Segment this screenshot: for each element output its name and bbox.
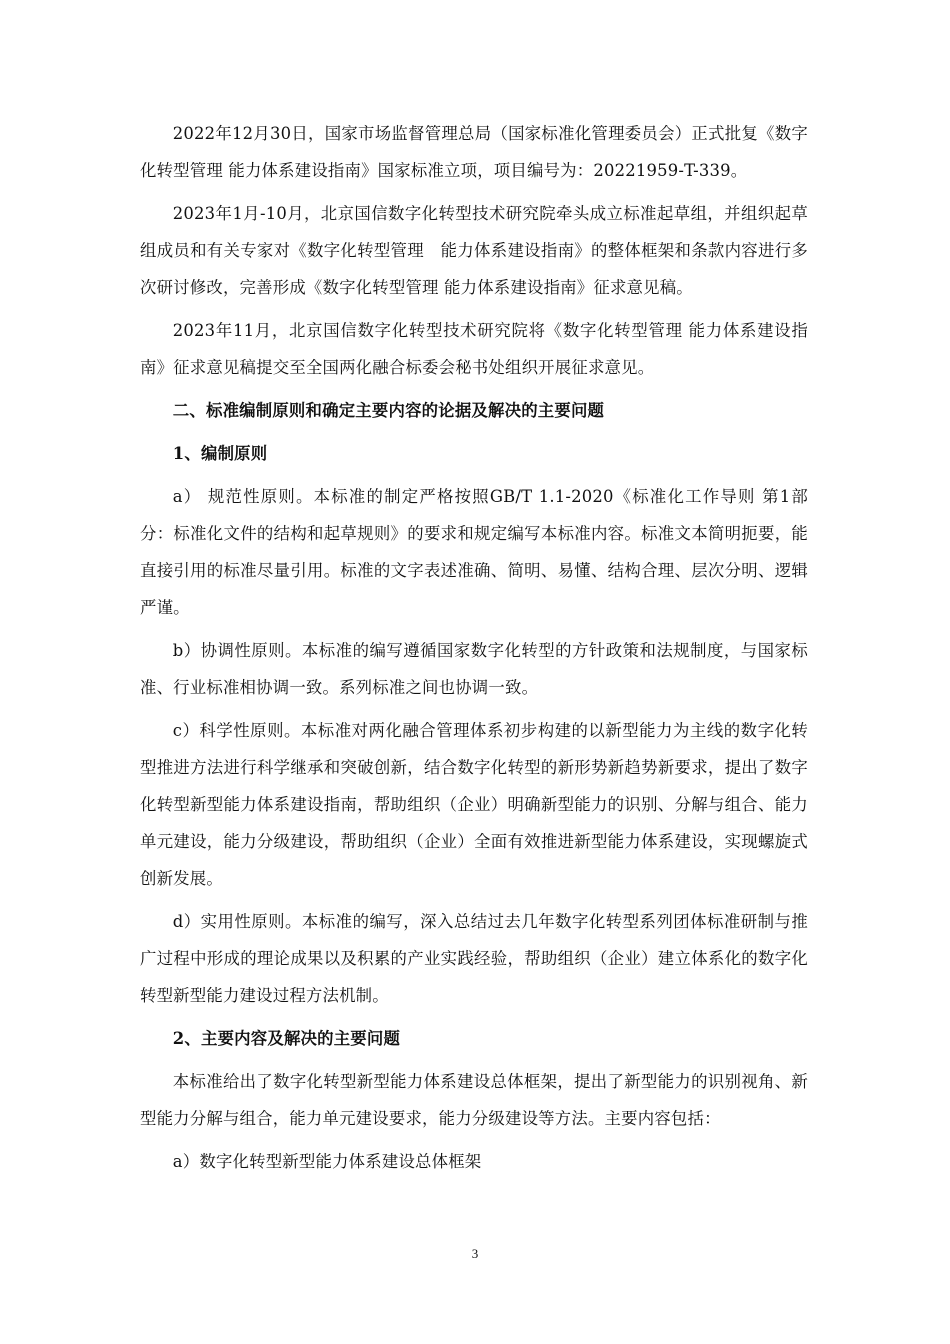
document-body [140, 115, 808, 1186]
paragraph-practical-principle: d）实用性原则。本标准的编写，深入总结过去几年数字化转型系列团体标准研制与推广过程中形成的理论成果以及积累的产业实践经验，帮助组织（企业）建立体系化的数字化转型新型能力建设过程方法机制。 [140, 912, 808, 1005]
page-number: 3 [471, 1246, 479, 1261]
paragraph-normative-principle: a） 规范性原则。本标准的制定严格按照GB/T 1.1-2020《标准化工作导则 第1部分：标准化文件的结构和起草规则》的要求和规定编写本标准内容。标准文本简明扼要，能直接引用的标准尽量引用。标准的文字表述准确、简明、易懂、结构合理、层次分明、逻辑严谨。 [140, 487, 808, 617]
paragraph-comment-submission: 2023年11月，北京国信数字化转型技术研究院将《数字化转型管理 能力体系建设指南》征求意见稿提交至全国两化融合标委会秘书处组织开展征求意见。 [140, 321, 808, 377]
subheading-main-content: 2、主要内容及解决的主要问题 [172, 1029, 401, 1048]
subheading-drafting-principles: 1、编制原则 [172, 444, 268, 463]
section-heading-principles-and-content: 二、标准编制原则和确定主要内容的论据及解决的主要问题 [172, 401, 605, 420]
paragraph-drafting-group: 2023年1月-10月，北京国信数字化转型技术研究院牵头成立标准起草组，并组织起草组成员和有关专家对《数字化转型管理 能力体系建设指南》的整体框架和条款内容进行多次研讨修改，完善形成《数字化转型管理 能力体系建设指南》征求意见稿。 [140, 204, 808, 297]
paragraph-main-content-summary: 本标准给出了数字化转型新型能力体系建设总体框架，提出了新型能力的识别视角、新型能力分解与组合，能力单元建设要求，能力分级建设等方法。主要内容包括： [140, 1072, 808, 1128]
paragraph-coordination-principle: b）协调性原则。本标准的编写遵循国家数字化转型的方针政策和法规制度，与国家标准、行业标准相协调一致。系列标准之间也协调一致。 [140, 641, 808, 697]
paragraph-project-approval: 2022年12月30日，国家市场监督管理总局（国家标准化管理委员会）正式批复《数字化转型管理 能力体系建设指南》国家标准立项，项目编号为：20221959-T-339。 [140, 124, 808, 180]
paragraph-framework-item: a）数字化转型新型能力体系建设总体框架 [172, 1152, 482, 1171]
paragraph-scientific-principle: c）科学性原则。本标准对两化融合管理体系初步构建的以新型能力为主线的数字化转型推进方法进行科学继承和突破创新，结合数字化转型的新形势新趋势新要求，提出了数字化转型新型能力体系建设指南，帮助组织（企业）明确新型能力的识别、分解与组合、能力单元建设，能力分级建设，帮助组织（企业）全面有效推进新型能力体系建设，实现螺旋式创新发展。 [140, 721, 808, 888]
